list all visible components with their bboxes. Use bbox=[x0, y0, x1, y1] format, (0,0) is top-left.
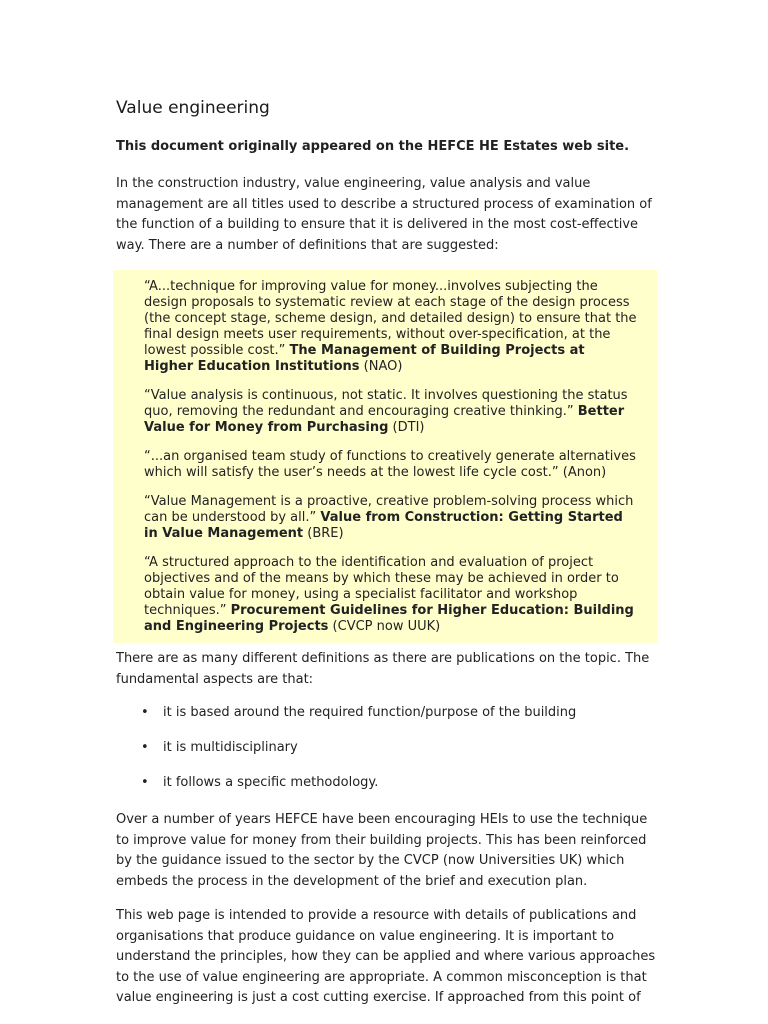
list-item-text: it is based around the required function/purpose of the building bbox=[163, 705, 577, 720]
definitions-quote-box bbox=[113, 270, 657, 643]
quote-attribution: (NAO) bbox=[363, 359, 403, 374]
quote-source: Better Value for Money from Purchasing bbox=[144, 404, 625, 435]
definition-quote bbox=[144, 388, 637, 436]
quote-text: “Value Management is a proactive, creative problem-solving process which can be understood by all.” bbox=[144, 494, 634, 525]
page-title: Value engineering bbox=[116, 98, 270, 118]
quote-attribution: (CVCP now UUK) bbox=[332, 619, 441, 634]
definition-quote bbox=[144, 279, 637, 375]
quote-attribution: (DTI) bbox=[392, 420, 425, 435]
quote-text: “Value analysis is continuous, not static. It involves questioning the status quo, removing the redundant and encouraging creative thinking.” bbox=[144, 388, 628, 419]
quote-text: “...an organised team study of functions to creatively generate alternatives which will satisfy the user’s needs at the lowest life cycle cost.” bbox=[144, 449, 636, 480]
definition-quote bbox=[144, 555, 637, 635]
aspects-intro-paragraph: There are as many different definitions as there are publications on the topic. The fundamental aspects are that: bbox=[116, 651, 650, 687]
quote-text: “A...technique for improving value for money...involves subjecting the design proposals to systematic review at each stage of the design process (the concept stage, scheme design, and detailed design) to ensure that the final design meets user requirements, without over-specification, at the lowest possible cost.” bbox=[144, 279, 637, 358]
bullet-icon: • bbox=[141, 705, 149, 720]
list-item-text: it is multidisciplinary bbox=[163, 740, 298, 755]
bullet-icon: • bbox=[141, 740, 149, 755]
source-note: This document originally appeared on the HEFCE HE Estates web site. bbox=[116, 139, 630, 154]
aspects-list bbox=[116, 704, 656, 792]
quote-attribution: (BRE) bbox=[307, 526, 344, 541]
quote-source: Value from Construction: Getting Started in Value Management bbox=[144, 510, 623, 541]
quote-source: Procurement Guidelines for Higher Education: Building and Engineering Projects bbox=[144, 603, 634, 634]
quote-attribution: (Anon) bbox=[562, 465, 607, 480]
quote-source: The Management of Building Projects at Higher Education Institutions bbox=[144, 343, 585, 374]
document-page bbox=[116, 96, 656, 1023]
list-item bbox=[116, 739, 656, 757]
definition-quote bbox=[144, 449, 637, 481]
webpage-purpose-paragraph: This web page is intended to provide a resource with details of publications and organisations that produce guidance on value engineering. It is important to understand the principles, how they can be applied and where various approaches to the use of value engineering are appropriate. A common misconception is that value engineering is just a cost cutting exercise. If approached from this point of bbox=[116, 908, 656, 1005]
definition-quote bbox=[144, 494, 637, 542]
list-item-text: it follows a specific methodology. bbox=[163, 775, 379, 790]
list-item bbox=[116, 704, 656, 722]
intro-paragraph: In the construction industry, value engineering, value analysis and value management are all titles used to describe a structured process of examination of the function of a building to ensure that it is delivered in the most cost-effective way. There are a number of definitions that are suggested: bbox=[116, 176, 652, 253]
list-item bbox=[116, 774, 656, 792]
bullet-icon: • bbox=[141, 775, 149, 790]
quote-text: “A structured approach to the identification and evaluation of project objectives and of the means by which these may be achieved in order to obtain value for money, using a specialist facilitator and workshop techniques.” bbox=[144, 555, 619, 618]
hefce-paragraph: Over a number of years HEFCE have been encouraging HEIs to use the technique to improve value for money from their building projects. This has been reinforced by the guidance issued to the sector by the CVCP (now Universities UK) which embeds the process in the development of the brief and execution plan. bbox=[116, 812, 648, 889]
